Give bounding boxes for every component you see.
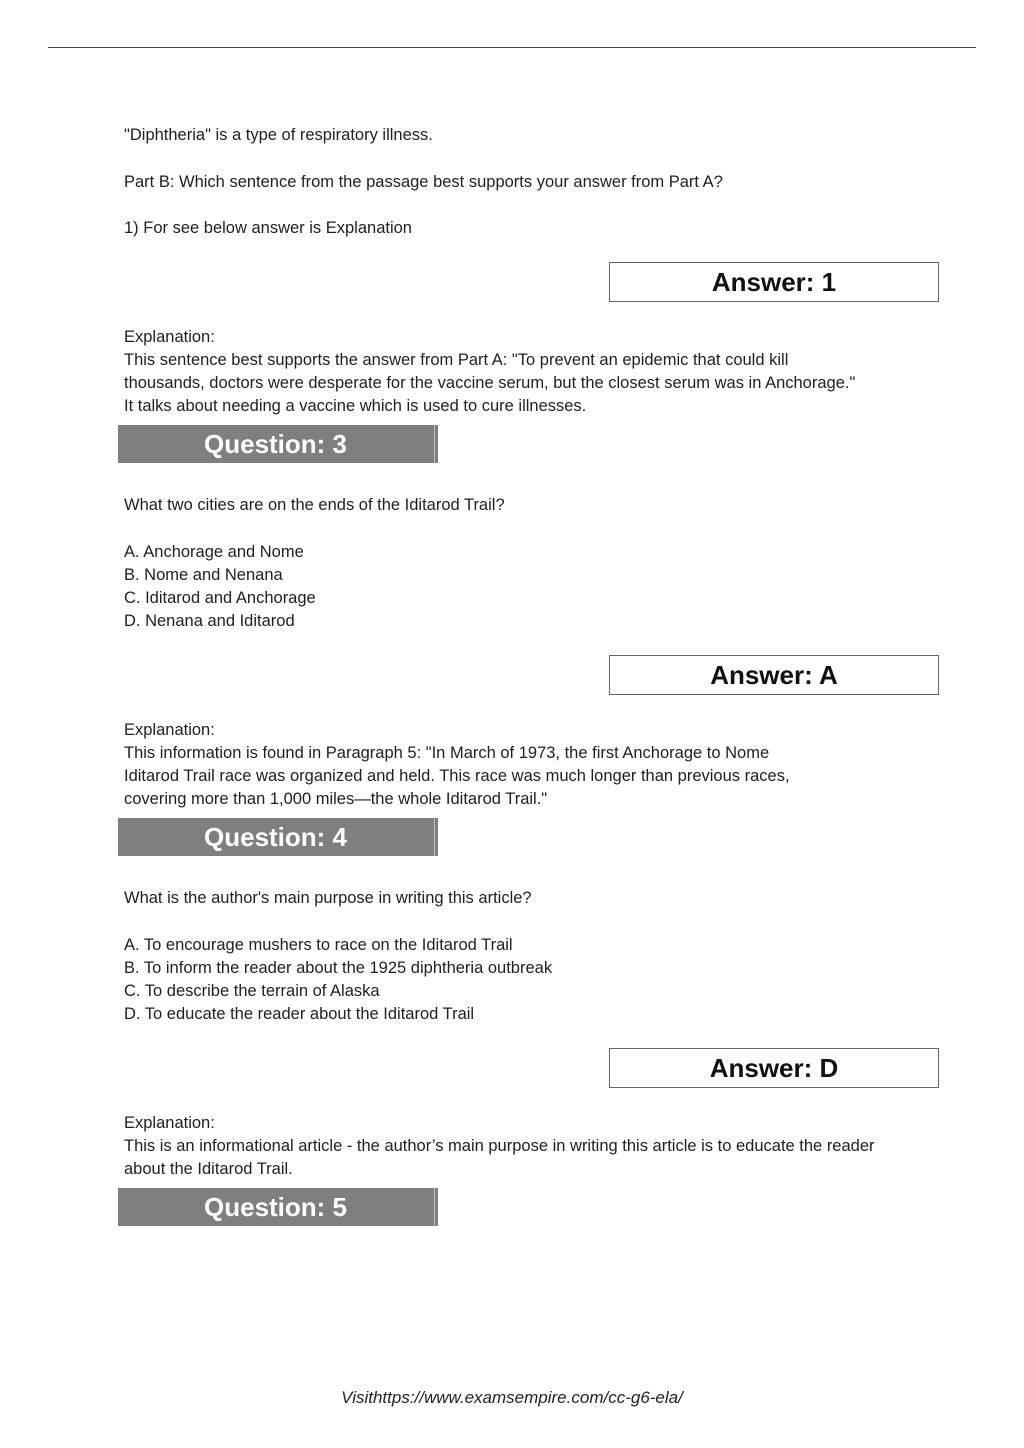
q4-option-d: D. To educate the reader about the Iditarod Trail bbox=[124, 1005, 475, 1023]
q3-option-d: D. Nenana and Iditarod bbox=[124, 612, 295, 630]
q3-option-c: C. Iditarod and Anchorage bbox=[124, 589, 316, 607]
q2-explanation-line: This sentence best supports the answer from Part A: "To prevent an epidemic that could kill bbox=[124, 351, 789, 369]
question-4-heading: Question: 4 bbox=[118, 818, 438, 856]
q3-explanation-label: Explanation: bbox=[124, 721, 215, 739]
q4-explanation-line: about the Iditarod Trail. bbox=[124, 1160, 293, 1178]
q4-answer-box: Answer: D bbox=[609, 1048, 939, 1088]
question-5-heading: Question: 5 bbox=[118, 1188, 438, 1226]
q2-explanation-label: Explanation: bbox=[124, 328, 215, 346]
q3-answer-box: Answer: A bbox=[609, 655, 939, 695]
q4-question: What is the author's main purpose in writing this article? bbox=[124, 889, 532, 907]
q4-explanation-line: This is an informational article - the author’s main purpose in writing this article is to educate the reader bbox=[124, 1137, 875, 1155]
q2-statement: "Diphtheria" is a type of respiratory illness. bbox=[124, 126, 433, 144]
question-3-heading: Question: 3 bbox=[118, 425, 438, 463]
q2-explanation-line: thousands, doctors were desperate for the vaccine serum, but the closest serum was in Anchorage." bbox=[124, 374, 856, 392]
q3-option-a: A. Anchorage and Nome bbox=[124, 543, 304, 561]
q4-option-a: A. To encourage mushers to race on the Iditarod Trail bbox=[124, 936, 513, 954]
header-rule bbox=[48, 47, 976, 48]
q2-part-b: Part B: Which sentence from the passage best supports your answer from Part A? bbox=[124, 173, 723, 191]
q2-answer-box: Answer: 1 bbox=[609, 262, 939, 302]
q3-explanation-line: Iditarod Trail race was organized and held. This race was much longer than previous races, bbox=[124, 767, 790, 785]
q3-option-b: B. Nome and Nenana bbox=[124, 566, 283, 584]
q3-explanation-line: This information is found in Paragraph 5: "In March of 1973, the first Anchorage to Nome bbox=[124, 744, 770, 762]
q4-option-b: B. To inform the reader about the 1925 diphtheria outbreak bbox=[124, 959, 553, 977]
q4-option-c: C. To describe the terrain of Alaska bbox=[124, 982, 380, 1000]
q2-explanation-line: It talks about needing a vaccine which is used to cure illnesses. bbox=[124, 397, 587, 415]
q4-explanation-label: Explanation: bbox=[124, 1114, 215, 1132]
footer-link[interactable]: Visithttps://www.examsempire.com/cc-g6-ela/ bbox=[341, 1388, 683, 1407]
q3-question: What two cities are on the ends of the Iditarod Trail? bbox=[124, 496, 505, 514]
q3-explanation-line: covering more than 1,000 miles—the whole Iditarod Trail." bbox=[124, 790, 548, 808]
q2-option: 1) For see below answer is Explanation bbox=[124, 219, 412, 237]
